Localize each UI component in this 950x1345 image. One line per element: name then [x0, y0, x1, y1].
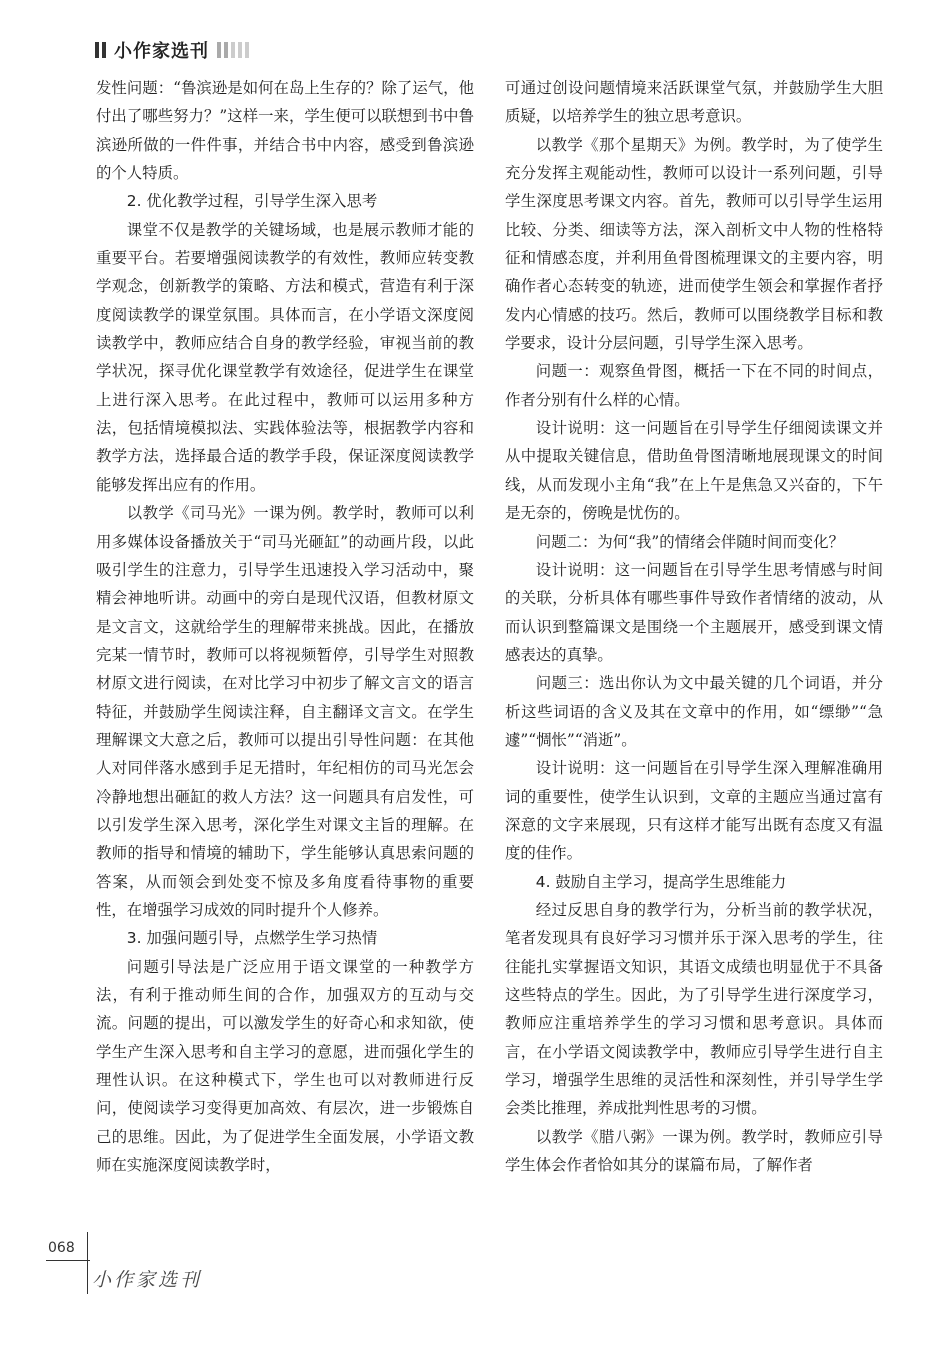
paragraph: 以教学《那个星期天》为例。教学时，为了使学生充分发挥主观能动性，教师可以设计一系列问题，引导学生深度思考课文内容。首先，教师可以引导学生运用比较、分类、细读等方法，深入剖析文中人物的性格特征和情感态度，并利用鱼骨图梳理课文的主要内容，明确作者心态转变的轨迹，进而使学生领会和掌握作者抒发内心情感的技巧。然后，教师可以围绕教学目标和教学要求，设计分层问题，引导学生深入思考。: [505, 135, 883, 353]
paragraph: 以教学《腊八粥》一课为例。教学时，教师应引导学生体会作者恰如其分的谋篇布局，了解作者: [505, 1127, 883, 1175]
question-paragraph: 问题二：为何“我”的情绪会伴随时间而变化？: [535, 532, 844, 551]
right-column: [505, 74, 883, 1179]
paragraph: 可通过创设问题情境来活跃课堂气氛，并鼓励学生大胆质疑，以培养学生的独立思考意识。: [505, 79, 883, 126]
question-paragraph: 问题一：观察鱼骨图，概括一下在不同的时间点，作者分别有什么样的心情。: [505, 362, 883, 409]
paragraph: 发性问题：“鲁滨逊是如何在岛上生存的？除了运气，他付出了哪些努力？”这样一来，学生便可以联想到书中鲁滨逊所做的一件件事，并结合书中内容，感受到鲁滨逊的个人特质。: [96, 79, 474, 183]
question-paragraph: 问题三：选出你认为文中最关键的几个词语，并分析这些词语的含义及其在文章中的作用，如“缥缈”“急遽”“惆怅”“消逝”。: [505, 674, 883, 749]
design-note-paragraph: 设计说明：这一问题旨在引导学生仔细阅读课文并从中提取关键信息，借助鱼骨图清晰地展现课文的时间线，从而发现小主角“我”在上午是焦急又兴奋的，下午是无奈的，傍晚是忧伤的。: [505, 419, 883, 523]
section-heading: 3. 加强问题引导，点燃学生学习热情: [126, 929, 378, 948]
running-header: [95, 36, 249, 64]
paragraph: 以教学《司马光》一课为例。教学时，教师可以利用多媒体设备播放关于“司马光砸缸”的动画片段，以此吸引学生的注意力，引导学生迅速投入学习活动中，聚精会神地听讲。动画中的旁白是现代汉语，但教材原文是文言文，这就给学生的理解带来挑战。因此，在播放完某一情节时，教师可以将视频暂停，引导学生对照教材原文进行阅读，在对比学习中初步了解文言文的语言特征，并鼓励学生阅读注释，自主翻译文言文。在学生理解课文大意之后，教师可以提出引导性问题：在其他人对同伴落水感到手足无措时，年纪相仿的司马光怎会冷静地想出砸缸的救人方法？这一问题具有启发性，可以引发学生深入思考，深化学生对课文主旨的理解。在教师的指导和情境的辅助下，学生能够认真思索问题的答案，从而领会到处变不惊及多角度看待事物的重要性，在增强学习成效的同时提升个人修养。: [96, 504, 474, 919]
paragraph: 经过反思自身的教学行为，分析当前的教学状况，笔者发现具有良好学习习惯并乐于深入思考的学生，往往能扎实掌握语文知识，其语文成绩也明显优于不具备这些特点的学生。因此，为了引导学生进行深度学习，教师应注重培养学生的学习习惯和思考意识。具体而言，在小学语文阅读教学中，教师应引导学生进行自主学习，增强学生思维的灵活性和深刻性，并引导学生学会类比推理，养成批判性思考的习惯。: [505, 900, 883, 1118]
footer-divider-horizontal: [46, 1260, 90, 1261]
journal-title: 小作家选刊: [114, 41, 209, 62]
page-number: 068: [48, 1240, 75, 1256]
design-note-paragraph: 设计说明：这一问题旨在引导学生深入理解准确用词的重要性，使学生认识到，文章的主题应当通过富有深意的文字来展现，只有这样才能写出既有态度又有温度的佳作。: [505, 759, 883, 863]
footer-divider-vertical: [87, 1232, 88, 1294]
section-heading: 2. 优化教学过程，引导学生深入思考: [126, 192, 378, 211]
header-bars-right: [217, 42, 249, 58]
footer-logo: 小作家选刊: [92, 1269, 203, 1291]
paragraph: 问题引导法是广泛应用于语文课堂的一种教学方法，有利于推动师生间的合作，加强双方的互动与交流。问题的提出，可以激发学生的好奇心和求知欲，使学生产生深入思考和自主学习的意愿，进而强化学生的理性认识。在这种模式下，学生也可以对教师进行反问，使阅读学习变得更加高效、有层次，进一步锻炼自己的思维。因此，为了促进学生全面发展，小学语文教师在实施深度阅读教学时，: [96, 957, 474, 1175]
design-note-paragraph: 设计说明：这一问题旨在引导学生思考情感与时间的关联，分析具体有哪些事件导致作者情绪的波动，从而认识到整篇课文是围绕一个主题展开，感受到课文情感表达的真挚。: [505, 560, 883, 664]
left-column: [96, 74, 474, 1179]
header-bars-left: [95, 42, 106, 58]
paragraph: 课堂不仅是教学的关键场域，也是展示教师才能的重要平台。若要增强阅读教学的有效性，教师应转变教学观念，创新教学的策略、方法和模式，营造有利于深度阅读教学的课堂氛围。具体而言，在小学语文深度阅读教学中，教师应结合自身的教学经验，审视当前的教学状况，探寻优化课堂教学有效途径，促进学生在课堂上进行深入思考。在此过程中，教师可以运用多种方法，包括情境模拟法、实践体验法等，根据教学内容和教学方法，选择最合适的教学手段，保证深度阅读教学能够发挥出应有的作用。: [96, 220, 474, 494]
section-heading: 4. 鼓励自主学习，提高学生思维能力: [535, 872, 787, 891]
